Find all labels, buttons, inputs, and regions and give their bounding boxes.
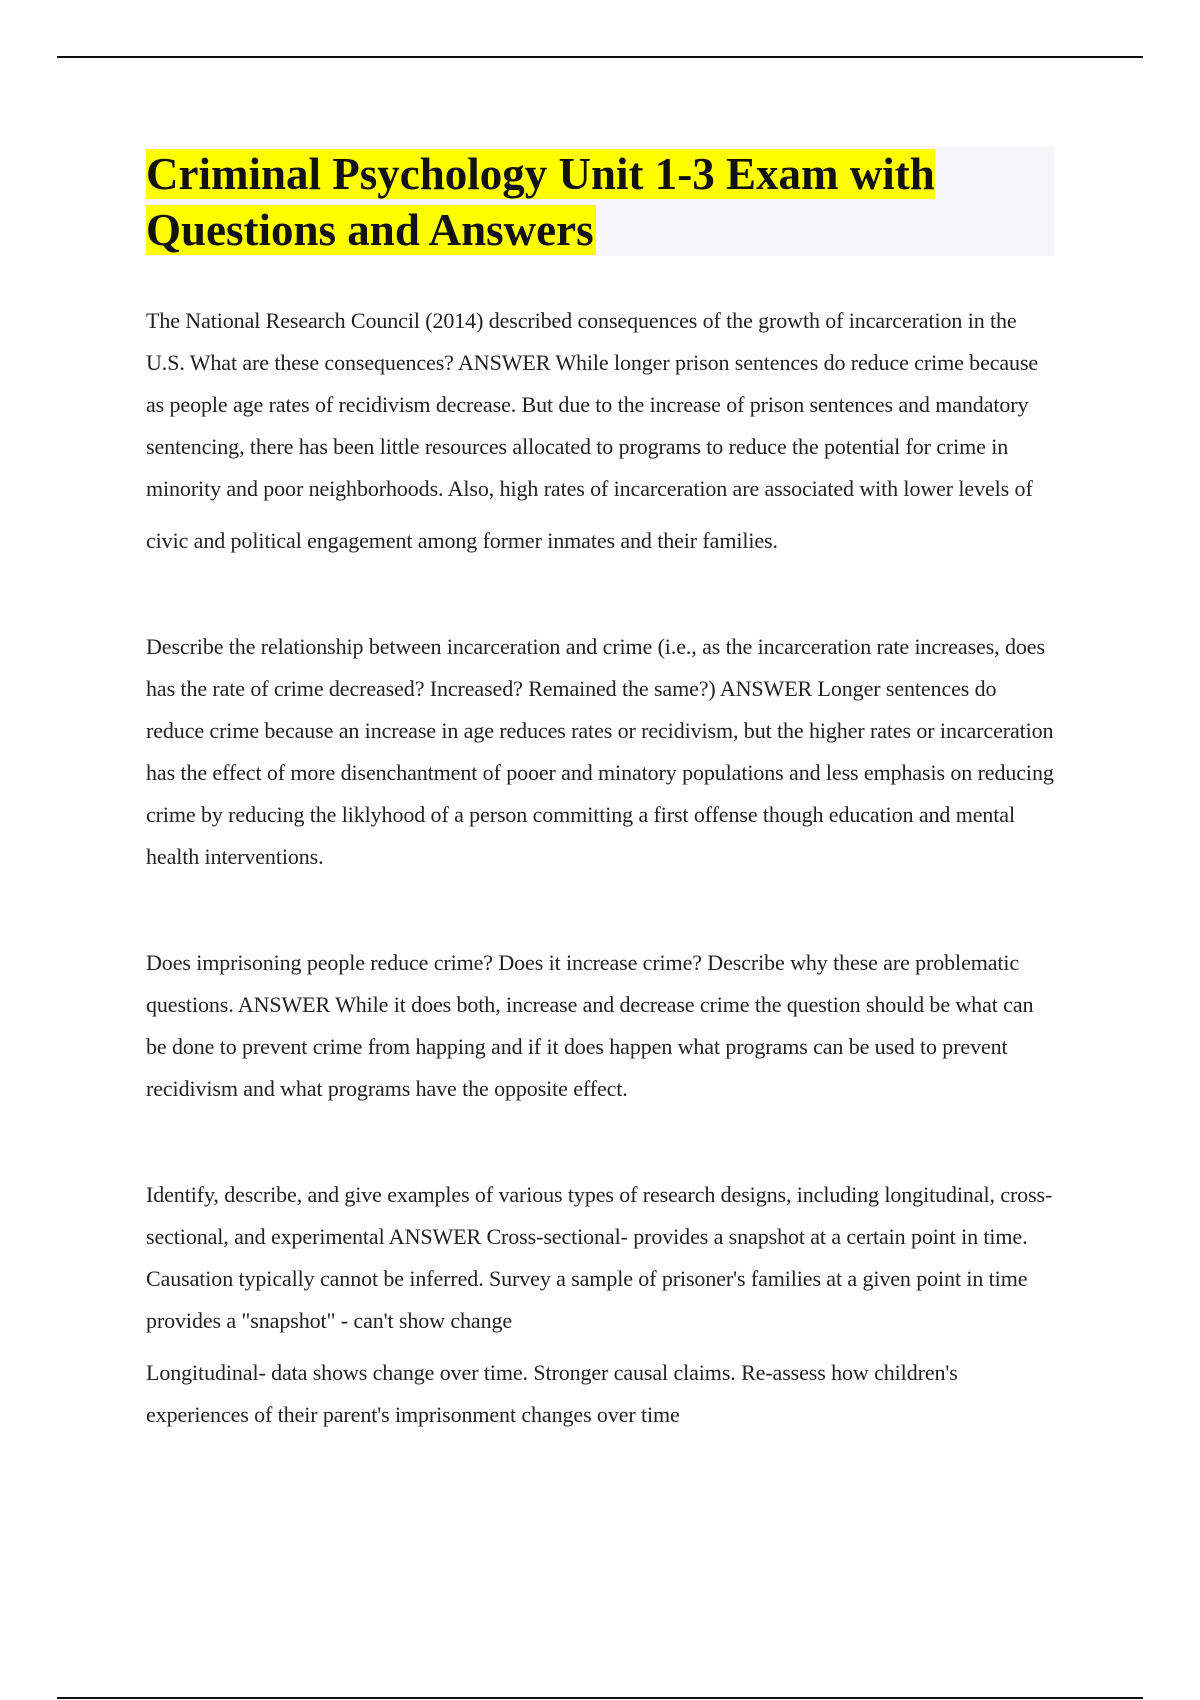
bottom-rule (57, 1697, 1143, 1699)
title-highlight: Criminal Psychology Unit 1-3 Exam with Questions and Answers (146, 149, 935, 255)
qa-block-4: Identify, describe, and give examples of various types of research designs, including longitudinal, cross-sectional, and experimental ANSWER Cross-sectional- provides a snapshot at a certain point in time. Causation typically cannot be inferred. Survey a sample of prisoner's families at a given point in time provides a "snapshot" - can't show change (146, 1182, 1053, 1333)
document-title (146, 146, 1054, 258)
qa-block-1-continued: civic and political engagement among former inmates and their families. (146, 528, 778, 553)
qa-block-1: The National Research Council (2014) described consequences of the growth of incarceration in the U.S. What are these consequences? ANSWER While longer prison sentences do reduce crime because as people age rates of recidivism decrease. But due to the increase of prison sentences and mandatory sentencing, there has been little resources allocated to programs to reduce the potential for crime in minority and poor neighborhoods. Also, high rates of incarceration are associated with lower levels of (146, 308, 1039, 501)
qa-block-3: Does imprisoning people reduce crime? Does it increase crime? Describe why these are problematic questions. ANSWER While it does both, increase and decrease crime the question should be what can be done to prevent crime from happing and if it does happen what programs can be used to prevent recidivism and what programs have the opposite effect. (146, 950, 1034, 1101)
qa-block-2: Describe the relationship between incarceration and crime (i.e., as the incarceration rate increases, does has the rate of crime decreased? Increased? Remained the same?) ANSWER Longer sentences do reduce crime because an increase in age reduces rates or recidivism, but the higher rates or incarceration has the effect of more disenchantment of pooer and minatory populations and less emphasis on reducing crime by reducing the liklyhood of a person committing a first offense though education and mental health interventions. (146, 634, 1054, 869)
qa-section (146, 300, 1056, 1436)
title-band (146, 146, 1054, 256)
document-body (146, 146, 1056, 1436)
top-rule (57, 56, 1143, 58)
qa-block-4-continued: Longitudinal- data shows change over time. Stronger causal claims. Re-assess how children's experiences of their parent's imprisonment changes over time (146, 1360, 958, 1427)
